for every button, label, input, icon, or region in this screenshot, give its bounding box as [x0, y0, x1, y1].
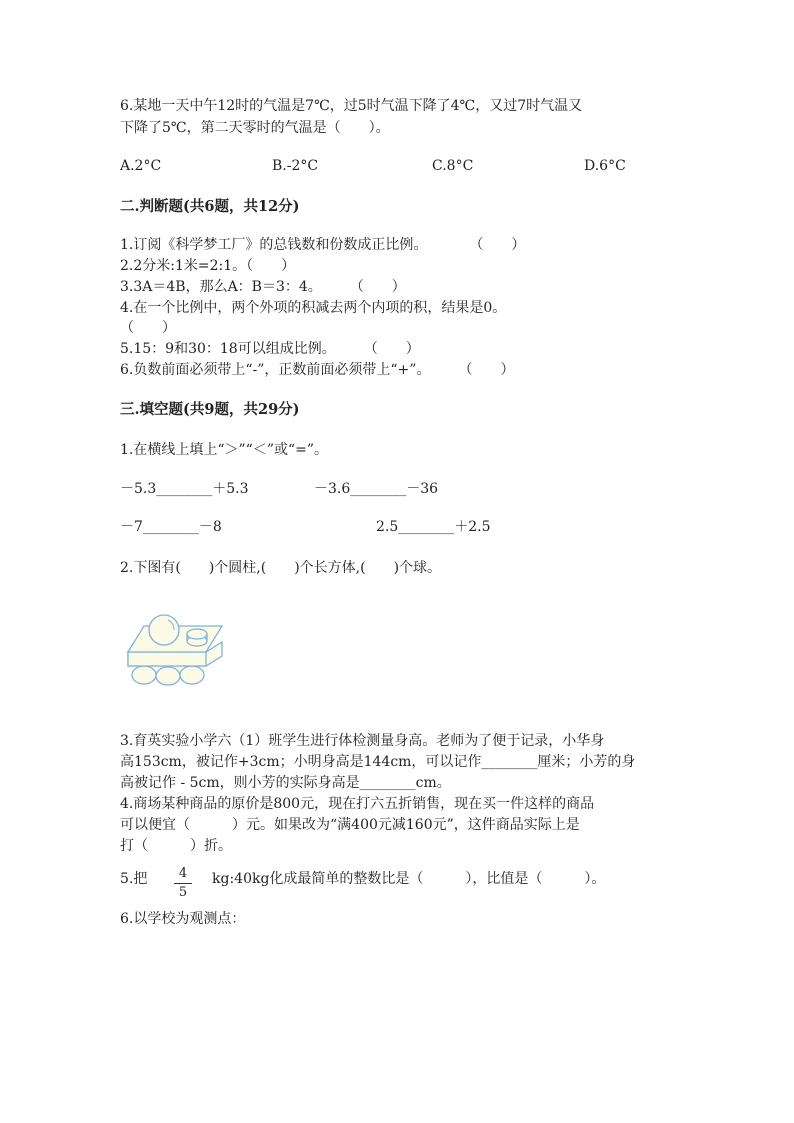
fraction-denominator: 5 — [178, 885, 188, 900]
figure-ball-bottom-2 — [156, 667, 180, 685]
judge-item-4-bracket: （ ） — [120, 320, 176, 336]
fill-q6: 6.以学校为观测点： — [120, 911, 246, 927]
fill-q4-line2: 可以便宜（ ）元。如果改为“满400元减160元”，这件商品实际上是 — [120, 817, 580, 833]
q6-option-c: C.8°C — [432, 158, 474, 174]
fill-q2: 2.下图有( )个圆柱,( )个长方体,( )个球。 — [120, 560, 442, 576]
judge-item-4: 4.在一个比例中，两个外项的积减去两个内项的积，结果是0。 — [120, 300, 507, 316]
fill-q5-prefix: 5.把 — [120, 871, 148, 887]
figure-ball-bottom-1 — [132, 666, 156, 684]
judge-item-3: 3.3A＝4B，那么A：B＝3：4。 （ ） — [120, 279, 406, 295]
fill-q1-row1-left: －5.3________＋5.3 — [120, 481, 249, 497]
fill-q4-line3: 打（ ）折。 — [120, 838, 232, 854]
shapes-figure — [122, 608, 226, 688]
figure-cuboid-front — [128, 652, 206, 666]
q6-line2: 下降了5℃，第二天零时的气温是（ ）。 — [120, 120, 390, 136]
fill-q1-row2-left: －7________－8 — [120, 519, 222, 535]
fill-q3-line2: 高153cm，被记作+3cm；小明身高是144cm，可以记作________厘米；小芳的身 — [120, 754, 636, 770]
q6-option-a: A.2°C — [120, 158, 162, 174]
fill-q4-line1: 4.商场某种商品的原价是800元，现在打六五折销售，现在买一件这样的商品 — [120, 796, 595, 812]
q6-option-b: B.-2°C — [272, 158, 319, 174]
q6-option-d: D.6°C — [584, 158, 626, 174]
figure-ball-bottom-3 — [180, 666, 204, 684]
fill-q1-row2-right: 2.5________＋2.5 — [376, 519, 491, 535]
fill-q5-suffix: kg:40kg化成最简单的整数比是（ ），比值是（ ）。 — [212, 871, 606, 887]
fill-q3-line1: 3.育英实验小学六（1）班学生进行体检测量身高。老师为了便于记录，小华身 — [120, 733, 605, 749]
fill-q1-stem: 1.在横线上填上“＞”“＜”或“=”。 — [120, 442, 329, 458]
fill-q1-row1-right: －3.6________－36 — [314, 481, 439, 497]
judge-item-6: 6.负数前面必须带上“-”，正数前面必须带上“+”。 （ ） — [120, 362, 515, 378]
section2-title: 二.判断题(共6题，共12分) — [120, 198, 300, 215]
judge-item-2: 2.2分米:1米=2:1。（ ） — [120, 258, 296, 274]
fill-q3-line3: 高被记作 - 5cm，则小芳的实际身高是________cm。 — [120, 775, 451, 791]
fraction-numerator: 4 — [178, 866, 188, 881]
fill-q5-fraction — [174, 866, 192, 901]
section3-title: 三.填空题(共9题，共29分) — [120, 401, 300, 418]
q6-line1: 6.某地一天中午12时的气温是7℃，过5时气温下降了4℃，又过7时气温又 — [120, 98, 583, 114]
judge-item-5: 5.15：9和30：18可以组成比例。 （ ） — [120, 341, 420, 357]
judge-item-1: 1.订阅《科学梦工厂》的总钱数和份数成正比例。 （ ） — [120, 237, 526, 253]
figure-cylinder-top — [187, 629, 207, 639]
